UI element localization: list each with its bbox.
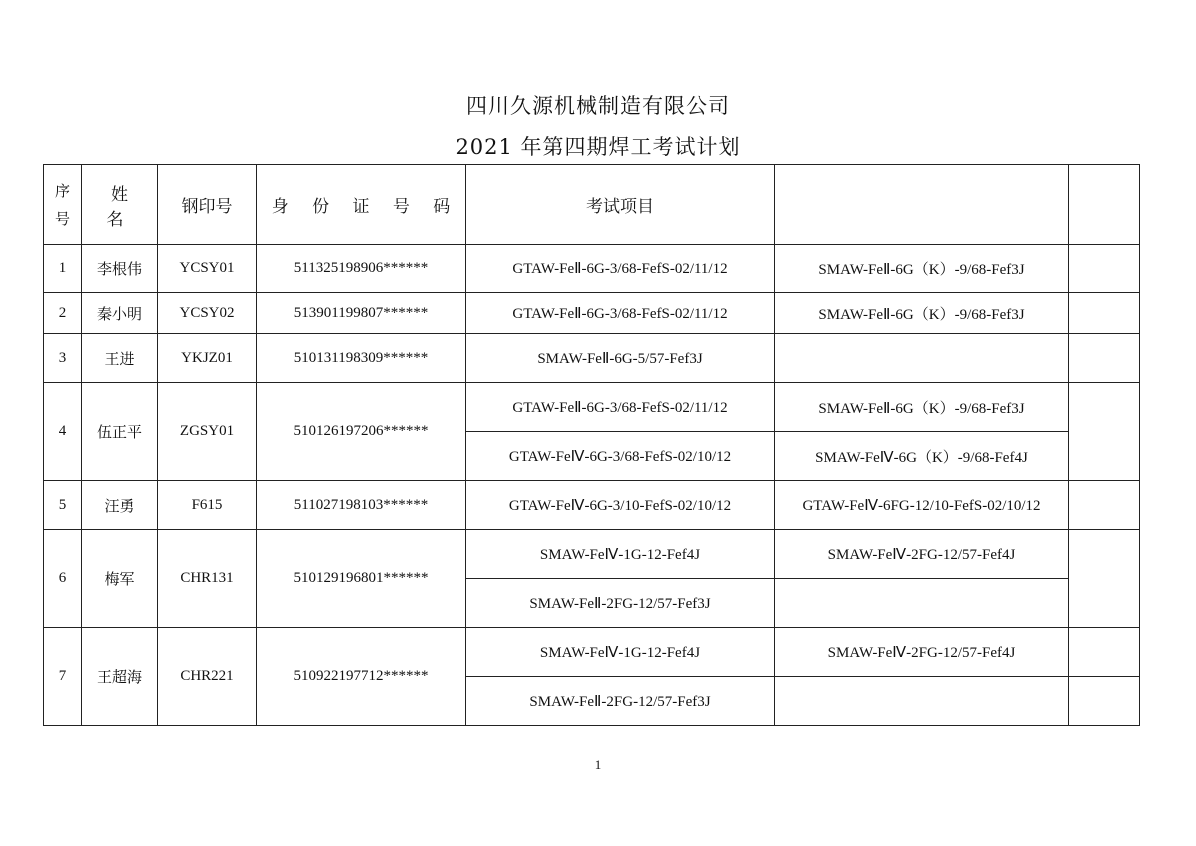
document-title: 2021 年第四期焊工考试计划 bbox=[455, 135, 741, 159]
header-extra bbox=[775, 165, 1069, 245]
row-exam-item: SMAW-FeⅡ-6G（K）-9/68-Fef3J bbox=[775, 293, 1069, 334]
row-id: 511325198906****** bbox=[257, 245, 466, 293]
row-no: 3 bbox=[44, 334, 82, 383]
row-name: 梅军 bbox=[82, 530, 158, 628]
exam-plan-table bbox=[43, 164, 1140, 726]
row-stamp: YCSY02 bbox=[158, 293, 257, 334]
row-no: 5 bbox=[44, 481, 82, 530]
header-row bbox=[44, 165, 1140, 245]
row-id: 510129196801****** bbox=[257, 530, 466, 628]
row-name: 王进 bbox=[82, 334, 158, 383]
row-id: 510131198309****** bbox=[257, 334, 466, 383]
company-name: 四川久源机械制造有限公司 bbox=[466, 94, 730, 118]
header-name: 姓 名 bbox=[82, 165, 158, 245]
row-name: 王超海 bbox=[82, 628, 158, 726]
row-empty bbox=[1069, 334, 1140, 383]
row-exam-item: SMAW-FeⅣ-2FG-12/57-Fef4J bbox=[775, 628, 1069, 677]
page-number: 1 bbox=[594, 757, 602, 772]
row-empty bbox=[1069, 628, 1140, 677]
row-no: 7 bbox=[44, 628, 82, 726]
row-empty bbox=[1069, 530, 1140, 628]
row-exam-item bbox=[775, 334, 1069, 383]
row-exam-item: SMAW-FeⅡ-2FG-12/57-Fef3J bbox=[466, 677, 775, 726]
header-last bbox=[1069, 165, 1140, 245]
row-no: 6 bbox=[44, 530, 82, 628]
row-exam-item: SMAW-FeⅣ-6G（K）-9/68-Fef4J bbox=[775, 432, 1069, 481]
row-exam-item: GTAW-FeⅣ-6G-3/10-FefS-02/10/12 bbox=[466, 481, 775, 530]
row-empty bbox=[1069, 293, 1140, 334]
table-row bbox=[44, 334, 1140, 383]
row-exam-item: SMAW-FeⅡ-6G-5/57-Fef3J bbox=[466, 334, 775, 383]
row-id: 511027198103****** bbox=[257, 481, 466, 530]
table-row bbox=[44, 245, 1140, 293]
row-name: 汪勇 bbox=[82, 481, 158, 530]
row-empty bbox=[1069, 383, 1140, 481]
row-no: 4 bbox=[44, 383, 82, 481]
header-stamp: 钢印号 bbox=[158, 165, 257, 245]
row-stamp: YKJZ01 bbox=[158, 334, 257, 383]
row-exam-item bbox=[775, 579, 1069, 628]
table-row bbox=[44, 481, 1140, 530]
table-row bbox=[44, 383, 1140, 432]
row-exam-item: SMAW-FeⅡ-6G（K）-9/68-Fef3J bbox=[775, 245, 1069, 293]
header-exam: 考试项目 bbox=[466, 165, 775, 245]
row-exam-item: SMAW-FeⅣ-1G-12-Fef4J bbox=[466, 628, 775, 677]
row-empty bbox=[1069, 677, 1140, 726]
row-exam-item: GTAW-FeⅣ-6G-3/68-FefS-02/10/12 bbox=[466, 432, 775, 481]
row-exam-item: SMAW-FeⅡ-6G（K）-9/68-Fef3J bbox=[775, 383, 1069, 432]
row-exam-item: SMAW-FeⅣ-1G-12-Fef4J bbox=[466, 530, 775, 579]
row-id: 510922197712****** bbox=[257, 628, 466, 726]
table-row bbox=[44, 530, 1140, 579]
row-stamp: CHR131 bbox=[158, 530, 257, 628]
row-exam-item: GTAW-FeⅡ-6G-3/68-FefS-02/11/12 bbox=[466, 245, 775, 293]
row-exam-item: GTAW-FeⅣ-6FG-12/10-FefS-02/10/12 bbox=[775, 481, 1069, 530]
row-stamp: F615 bbox=[158, 481, 257, 530]
row-exam-item: SMAW-FeⅡ-2FG-12/57-Fef3J bbox=[466, 579, 775, 628]
table-row bbox=[44, 293, 1140, 334]
row-exam-item: GTAW-FeⅡ-6G-3/68-FefS-02/11/12 bbox=[466, 383, 775, 432]
row-stamp: YCSY01 bbox=[158, 245, 257, 293]
row-id: 510126197206****** bbox=[257, 383, 466, 481]
row-exam-item: SMAW-FeⅣ-2FG-12/57-Fef4J bbox=[775, 530, 1069, 579]
table-row bbox=[44, 628, 1140, 677]
row-empty bbox=[1069, 245, 1140, 293]
row-name: 伍正平 bbox=[82, 383, 158, 481]
row-name: 李根伟 bbox=[82, 245, 158, 293]
row-stamp: ZGSY01 bbox=[158, 383, 257, 481]
header-id: 身 份 证 号 码 bbox=[257, 165, 466, 245]
row-no: 2 bbox=[44, 293, 82, 334]
row-exam-item bbox=[775, 677, 1069, 726]
header-seq: 序 号 bbox=[44, 165, 82, 245]
row-id: 513901199807****** bbox=[257, 293, 466, 334]
row-exam-item: GTAW-FeⅡ-6G-3/68-FefS-02/11/12 bbox=[466, 293, 775, 334]
row-stamp: CHR221 bbox=[158, 628, 257, 726]
row-no: 1 bbox=[44, 245, 82, 293]
row-empty bbox=[1069, 481, 1140, 530]
row-name: 秦小明 bbox=[82, 293, 158, 334]
